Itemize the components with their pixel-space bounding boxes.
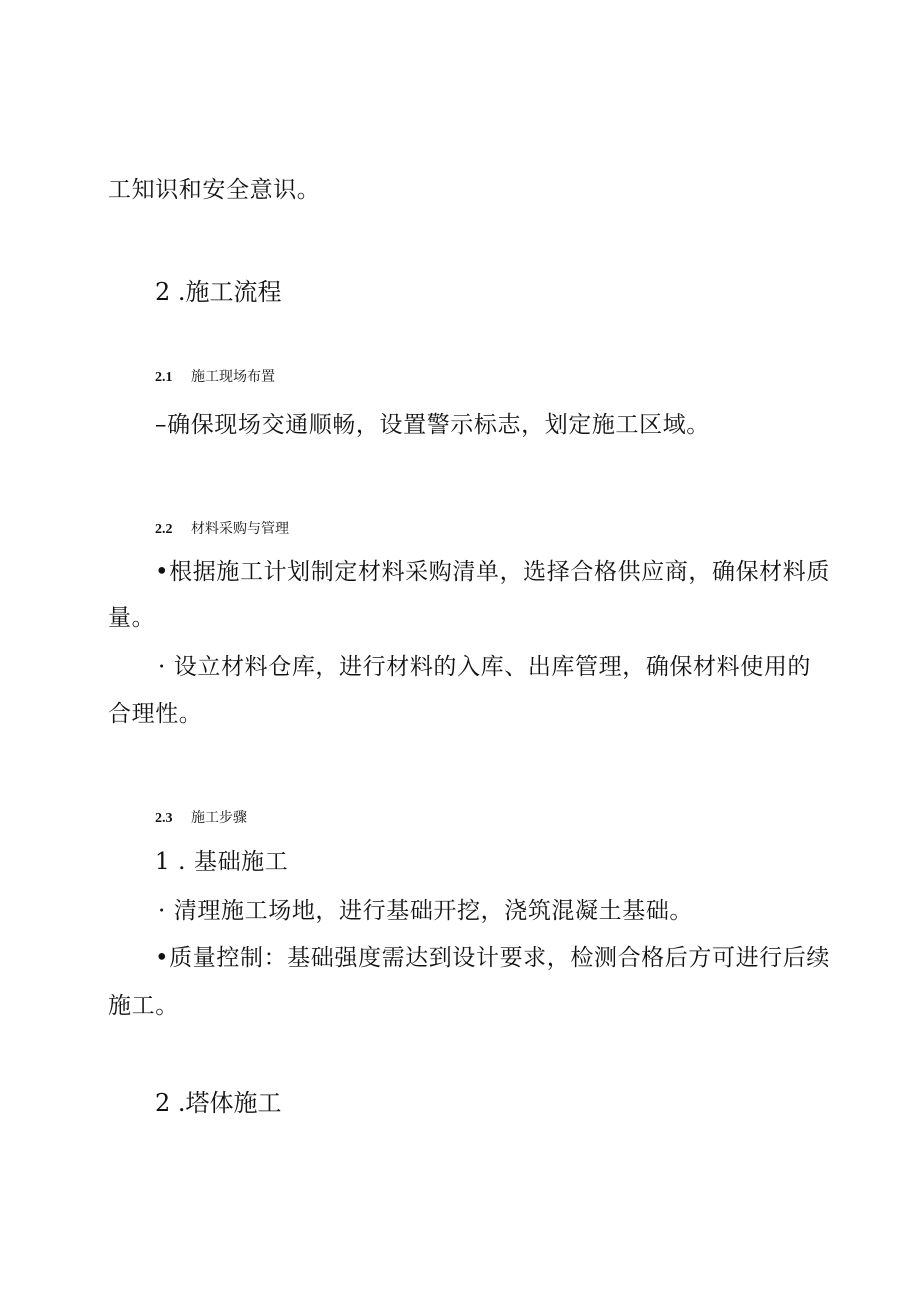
bullet-line: · 设立材料仓库，进行材料的入库、出库管理，确保材料使用的 xyxy=(158,654,812,680)
paragraph-line: 工知识和安全意识。 xyxy=(108,177,321,203)
subsection-heading xyxy=(155,808,247,829)
bullet-line-continued: 合理性。 xyxy=(108,701,203,727)
step-heading: 2 .塔体施工 xyxy=(155,1089,282,1117)
subsection-number: 2.3 xyxy=(155,811,173,826)
subsection-number: 2.1 xyxy=(155,370,173,385)
bullet-line: · 清理施工场地，进行基础开挖，浇筑混凝土基础。 xyxy=(158,898,694,924)
subsection-heading xyxy=(155,367,275,388)
bullet-line: •根据施工计划制定材料采购清单，选择合格供应商，确保材料质 xyxy=(155,559,830,585)
subsection-heading xyxy=(155,519,289,540)
section-heading: 2 .施工流程 xyxy=(155,278,282,306)
subsection-number: 2.2 xyxy=(155,522,173,537)
step-heading: 1 . 基础施工 xyxy=(155,849,289,875)
subsection-title: 施工现场布置 xyxy=(191,369,275,385)
bullet-line-continued: 量。 xyxy=(108,605,156,631)
paragraph-line: –确保现场交通顺畅，设置警示标志，划定施工区域。 xyxy=(155,412,710,438)
subsection-title: 施工步骤 xyxy=(191,810,247,826)
subsection-title: 材料采购与管理 xyxy=(191,521,289,537)
bullet-line-continued: 施工。 xyxy=(108,993,179,1019)
bullet-line: •质量控制：基础强度需达到设计要求，检测合格后方可进行后续 xyxy=(155,945,830,971)
